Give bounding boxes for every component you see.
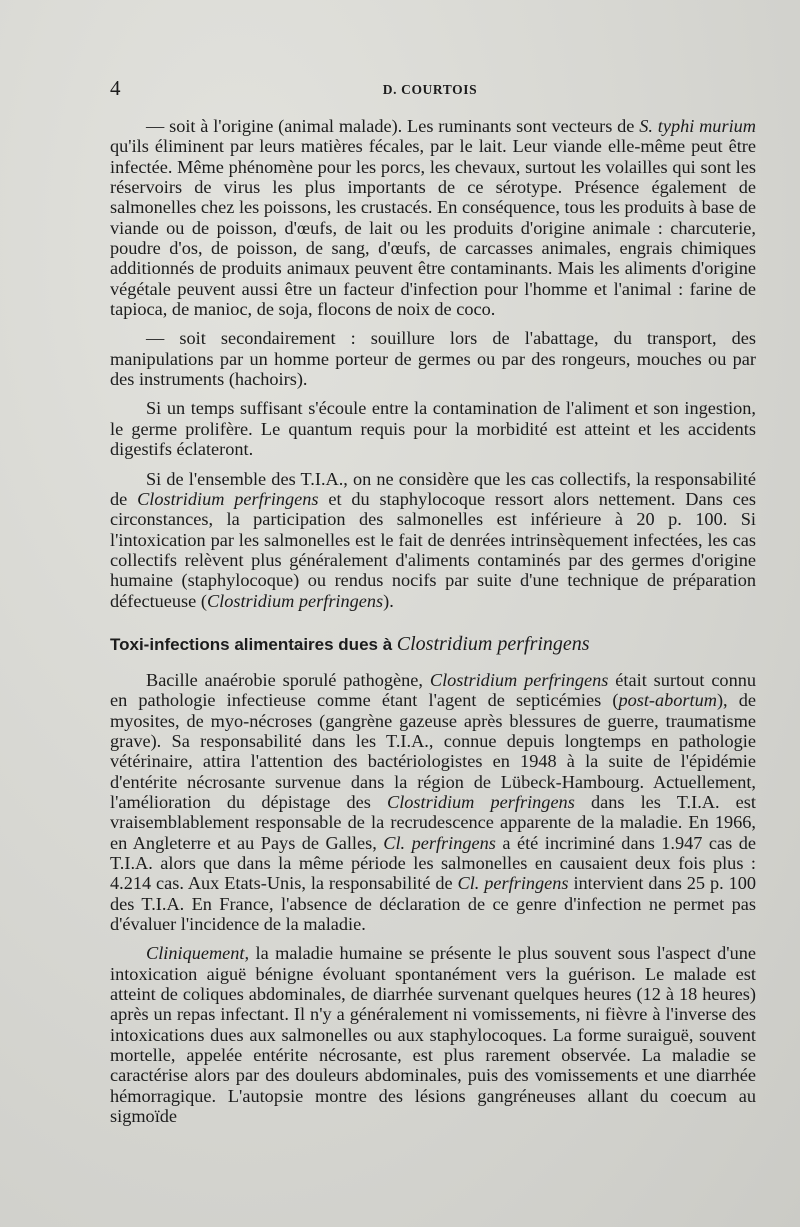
italic-term: Clostridium perfringens bbox=[387, 791, 575, 812]
text-run: — soit à l'origine (animal malade). Les ruminants sont vecteurs de bbox=[146, 116, 640, 136]
text-run: était surtout connu en pathologie infectieuse comme étant l'agent de septicémies ( bbox=[110, 669, 756, 711]
paragraph-bacillus bbox=[110, 670, 756, 934]
body-text bbox=[110, 116, 756, 1126]
italic-term: Clostridium perfringens bbox=[429, 669, 609, 690]
text-run: intervient dans 25 p. 100 des T.I.A. En France, l'absence de déclaration de ce genre d'infection ne permet pas d'évaluer l'incidence de la maladie. bbox=[110, 873, 756, 935]
text-run: ). bbox=[383, 590, 394, 611]
italic-term: S. typhi murium bbox=[639, 116, 756, 136]
text-run: Bacille anaérobie sporulé pathogène, bbox=[146, 669, 430, 690]
italic-term: Cl. perfringens bbox=[383, 832, 496, 853]
italic-term: Clostridium perfringens bbox=[137, 488, 319, 509]
italic-term: Cl. perfringens bbox=[457, 873, 569, 894]
section-heading-prefix: Toxi-infections alimentaires dues à bbox=[110, 634, 393, 654]
text-run: qu'ils éliminent par leurs matières fécales, par le lait. Leur viande elle-même peut être infectée. Même phénomène pour les porcs, les chevaux, surtout les volailles qui sont les réservoirs de virus les plus importants de ce sérotype. Présence également de salmonelles chez les poissons, les crustacés. En conséquence, tous les produits à base de viande ou de poisson, d'œufs, de lait ou les produits d'origine animale : charcuterie, poudre d'os, de poisson, de sang, d'œufs, de carcasses animales, engrais chimiques additionnés de produits animaux peuvent être contaminants. Mais les aliments d'origine végétale peuvent aussi être un facteur d'infection pour l'homme et l'animal : farine de tapioca, de manioc, de soja, flocons de noix de coco. bbox=[110, 136, 756, 320]
page-number: 4 bbox=[110, 76, 121, 100]
italic-term: Cliniquement, bbox=[146, 943, 250, 964]
text-run: a été incriminé dans 1.947 cas de T.I.A. alors que dans la même période les salmonelles en causaient deux fois plus : 4.214 cas. Aux Etats-Unis, la responsabilité de bbox=[110, 832, 756, 894]
italic-term: Clostridium perfringens bbox=[206, 590, 384, 611]
text-run: et du staphylocoque ressort alors nettement. Dans ces circonstances, la participation des salmonelles est inférieure à 20 p. 100. Si l'intoxication par les salmonelles est le fait de denrées intrinsèquement infectées, les cas collectifs relèvent plus généralement d'aliments contaminés par des germes d'origine humaine (staphylocoque) ou rendus nocifs par suite d'une technique de préparation défectueuse ( bbox=[110, 488, 756, 611]
text-run: Si de l'ensemble des T.I.A., on ne considère que les cas collectifs, la responsabilité de bbox=[110, 468, 756, 509]
section-heading-organism: Clostridium perfringens bbox=[396, 632, 590, 655]
paragraph-collective-cases bbox=[110, 469, 756, 611]
text-run: dans les T.I.A. est vraisemblablement responsable de la recrudescence apparente de la maladie. En 1966, en Angleterre et au Pays de Galles, bbox=[110, 791, 756, 853]
italic-term: post-abortum bbox=[618, 690, 717, 711]
paragraph-secondary-contamination: — soit secondairement : souillure lors de l'abattage, du transport, des manipulations par un homme porteur de germes ou par des rongeurs, mouches ou par des instruments (hachoirs). bbox=[110, 328, 756, 390]
paragraph-clinical bbox=[110, 943, 756, 1126]
text-run: ), de myosites, de myo-nécroses (gangrène gazeuse après blessures de guerre, traumatisme grave). Sa responsabilité dans les T.I.A., connue depuis longtemps en pathologie vétérinaire, attira l'attention des bactériologistes en 1948 à la suite de l'épidémie d'entérite nécrosante survenue dans la région de Lübeck-Hambourg. Actuellement, l'amélioration du dépistage des bbox=[110, 690, 756, 812]
paragraph-animal-origin bbox=[110, 116, 756, 319]
text-run: la maladie humaine se présente le plus souvent sous l'aspect d'une intoxication aiguë bénigne évoluant spontanément vers la guérison. Le malade est atteint de coliques abdominales, de diarrhée survenant quelques heures (12 à 18 heures) après un repas infectant. Il n'y a généralement ni vomissements, ni fièvre à l'inverse des intoxications dues aux salmonelles ou aux staphylocoques. La forme suraiguë, souvent mortelle, appelée entérite nécrosante, est plus rarement observée. La maladie se caractérise alors par des douleurs abdominales, puis des vomissements et une diarrhée hémorragique. L'autopsie montre des lésions gangréneuses allant du coecum au sigmoïde bbox=[110, 943, 756, 1127]
running-header bbox=[110, 76, 750, 102]
running-head-author: D. COURTOIS bbox=[382, 82, 478, 97]
section-heading bbox=[110, 633, 756, 656]
paragraph-incubation: Si un temps suffisant s'écoule entre la contamination de l'aliment et son ingestion, le germe prolifère. Le quantum requis pour la morbidité est atteint et les accidents digestifs éclateront. bbox=[110, 398, 756, 460]
